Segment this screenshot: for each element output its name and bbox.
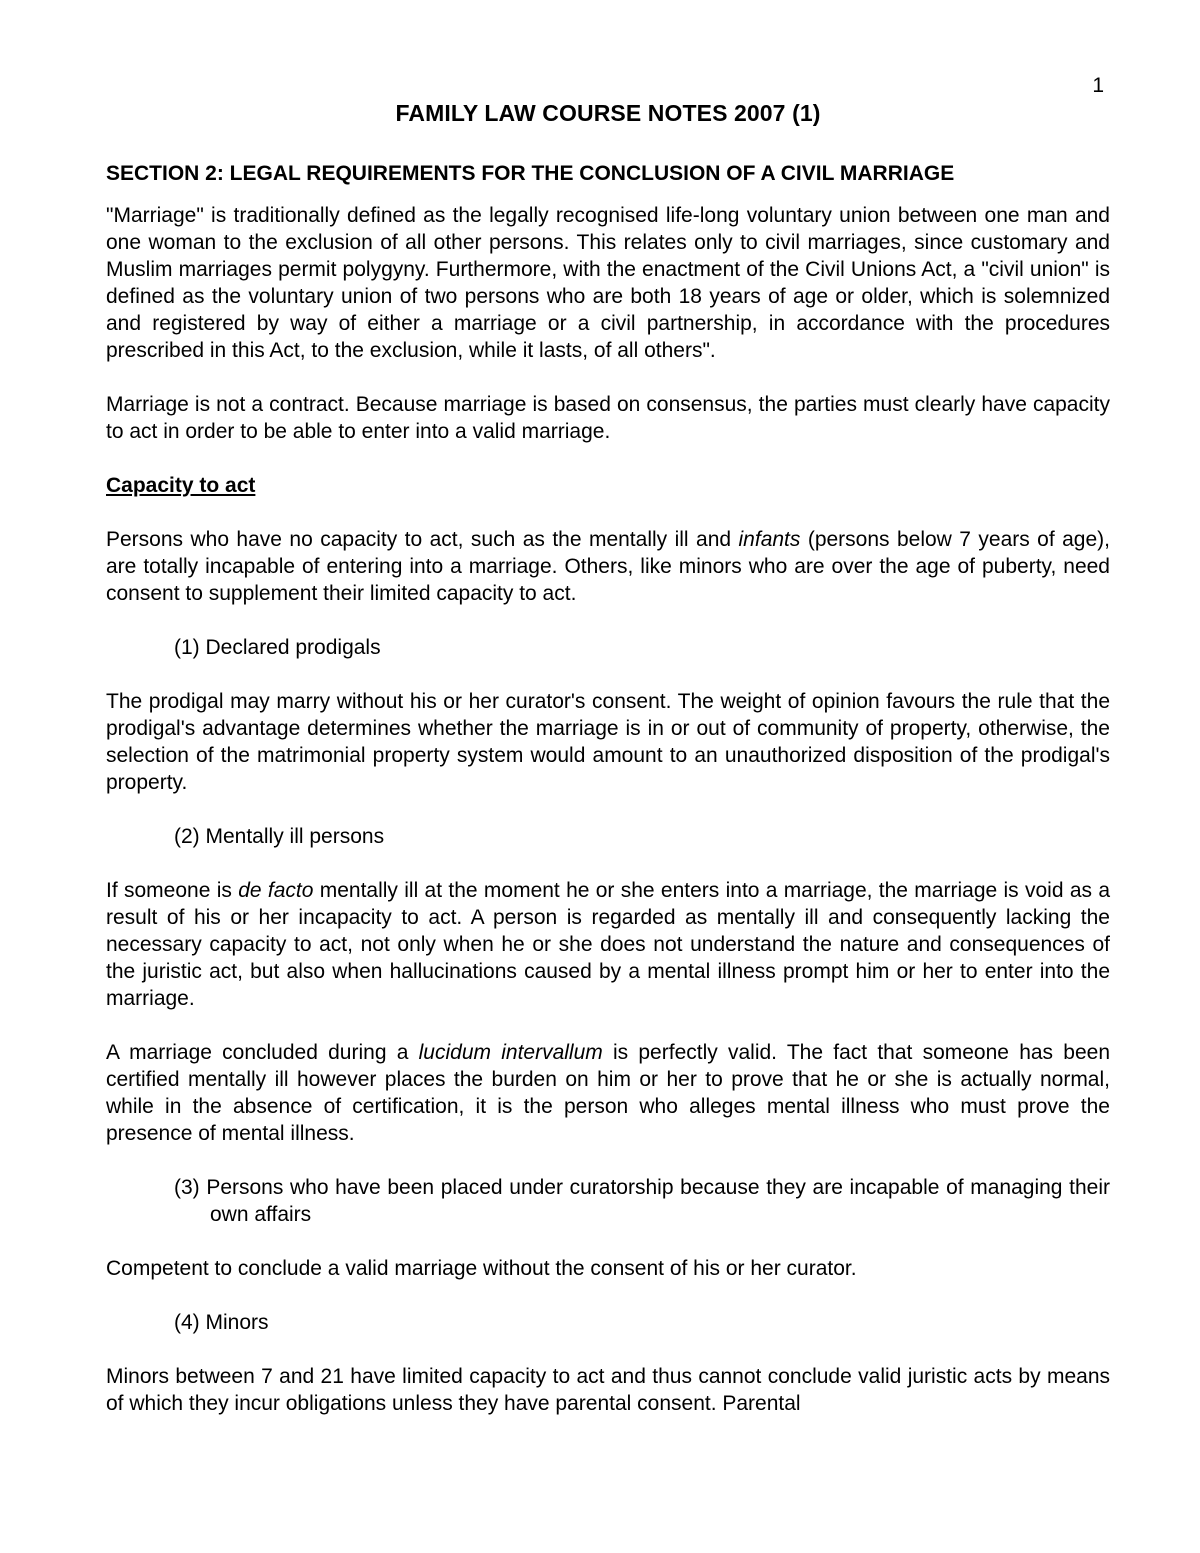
mentally-ill-p2-end: is perfectly valid. The fact that someone has been certified mentally ill however places the burden on him or her to prove that he or she is actually normal, while in the absence of certification, it is the person who alleges mental illness who must prove the presence of mental illness. [106,1041,1110,1145]
capacity-text-start: Persons who have no capacity to act, such as the mentally ill and [106,528,739,551]
document-body [106,100,1110,1444]
prodigals-paragraph: The prodigal may marry without his or her curator's consent. The weight of opinion favours the rule that the prodigal's advantage determines whether the marriage is in or out of community of property, otherwise, the selection of the matrimonial property system would amount to an unauthorized disposition of the prodigal's property. [106,690,1110,794]
mentally-ill-paragraph-1 [106,877,1110,1012]
intro-paragraph-1: "Marriage" is traditionally defined as the legally recognised life-long voluntary union between one man and one woman to the exclusion of all other persons. This relates only to civil marriages, since customary and Muslim marriages permit polygyny. Furthermore, with the enactment of the Civil Unions Act, a "civil union" is defined as the voluntary union of two persons who are both 18 years of age or older, which is solemnized and registered by way of either a marriage or a civil partnership, in accordance with the procedures prescribed in this Act, to the exclusion, while it lasts, of all others". [106,204,1110,362]
document-title: FAMILY LAW COURSE NOTES 2007 (1) [395,100,821,126]
mentally-ill-p1-end: mentally ill at the moment he or she enters into a marriage, the marriage is void as a result of his or her incapacity to act. A person is regarded as mentally ill and consequently lacking the necessary capacity to act, not only when he or she does not understand the nature and consequences of the juristic act, but also when hallucinations caused by a mental illness prompt him or her to enter into the marriage. [106,879,1110,1010]
mentally-ill-paragraph-2 [106,1039,1110,1147]
curatorship-paragraph: Competent to conclude a valid marriage without the consent of his or her curator. [106,1257,857,1280]
lucidum-intervallum-term: lucidum intervallum [418,1041,603,1064]
section-heading: SECTION 2: LEGAL REQUIREMENTS FOR THE CONCLUSION OF A CIVIL MARRIAGE [106,162,955,185]
minors-paragraph: Minors between 7 and 21 have limited capacity to act and thus cannot conclude valid juristic acts by means of which they incur obligations unless they have parental consent. Parental [106,1365,1110,1415]
curatorship-heading: (3) Persons who have been placed under curatorship because they are incapable of managing their own affairs [174,1176,1110,1226]
mentally-ill-p2-start: A marriage concluded during a [106,1041,419,1064]
de-facto-term: de facto [238,879,314,902]
capacity-text-end: (persons below 7 years of age), are totally incapable of entering into a marriage. Others, like minors who are over the age of puberty, need consent to supplement their limited capacity to act. [106,528,1110,605]
capacity-heading: Capacity to act [106,474,256,497]
minors-heading: (4) Minors [174,1311,269,1334]
page-number: 1 [1092,74,1104,97]
capacity-paragraph [106,526,1110,607]
prodigals-heading: (1) Declared prodigals [174,636,381,659]
intro-paragraph-2: Marriage is not a contract. Because marriage is based on consensus, the parties must clearly have capacity to act in order to be able to enter into a valid marriage. [106,393,1110,443]
mentally-ill-heading: (2) Mentally ill persons [174,825,385,848]
mentally-ill-p1-start: If someone is [106,879,239,902]
infants-term: infants [738,528,801,551]
